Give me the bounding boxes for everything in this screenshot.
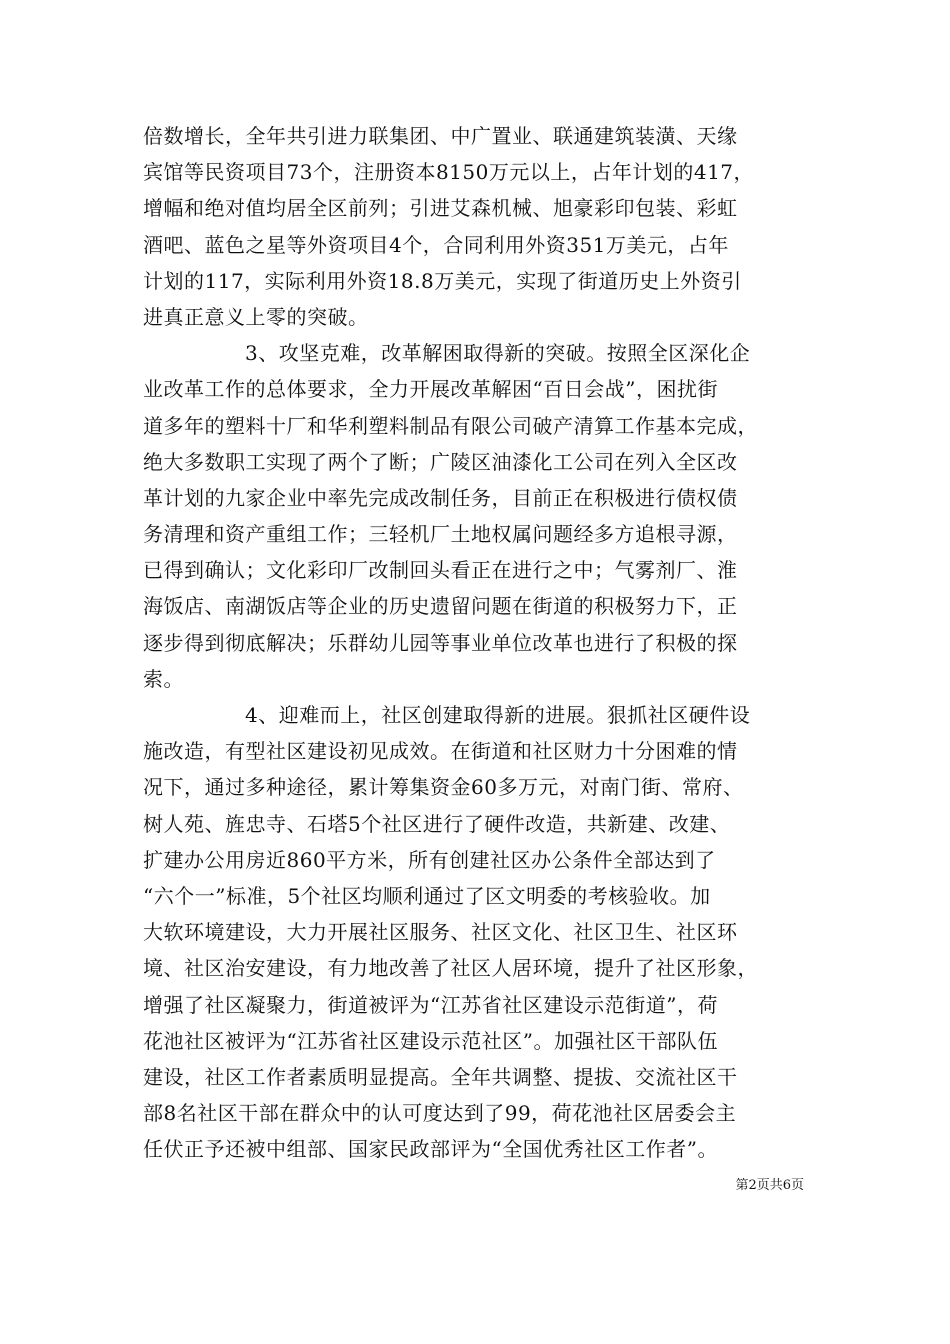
text-line: 倍数增长，全年共引进力联集团、中广置业、联通建筑装潢、天缘 bbox=[143, 124, 738, 148]
document-body bbox=[143, 118, 819, 1167]
text-line: 部8名社区干部在群众中的认可度达到了99，荷花池社区居委会主 bbox=[143, 1101, 737, 1126]
text-line: 任伏正予还被中组部、国家民政部评为“全国优秀社区工作者”。 bbox=[143, 1137, 718, 1162]
text-line: 宾馆等民资项目73个，注册资本8150万元以上，占年计划的417， bbox=[143, 160, 755, 185]
text-line: 海饭店、南湖饭店等企业的历史遗留问题在街道的积极努力下，正 bbox=[143, 594, 738, 619]
text-line: 花池社区被评为“江苏省社区建设示范社区”。加强社区干部队伍 bbox=[143, 1028, 718, 1053]
text-line: 革计划的九家企业中率先完成改制任务，目前正在积极进行债权债 bbox=[143, 485, 738, 510]
text-line: 况下，通过多种途径，累计筹集资金60多万元，对南门街、常府、 bbox=[143, 775, 744, 800]
text-line: 绝大多数职工实现了两个了断；广陵区油漆化工公司在列入全区改 bbox=[143, 449, 738, 474]
text-line: 增幅和绝对值均居全区前列；引进艾森机械、旭豪彩印包装、彩虹 bbox=[143, 196, 738, 221]
text-line: 树人苑、旌忠寺、石塔5个社区进行了硬件改造，共新建、改建、 bbox=[143, 811, 731, 836]
text-line: 进真正意义上零的突破。 bbox=[143, 304, 369, 329]
text-line: 业改革工作的总体要求，全力开展改革解困“百日会战”，困扰街 bbox=[143, 377, 718, 402]
text-line: 增强了社区凝聚力，街道被评为“江苏省社区建设示范街道”，荷 bbox=[143, 992, 718, 1017]
page-number-footer: 第2页共6页 bbox=[735, 1178, 804, 1193]
section-3-heading-line: 3、攻坚克难，改革解困取得新的突破。按照全区深化企 bbox=[245, 341, 751, 366]
text-line: 酒吧、蓝色之星等外资项目4个，合同利用外资351万美元，占年 bbox=[143, 232, 729, 257]
text-line: “六个一”标准，5个社区均顺利通过了区文明委的考核验收。加 bbox=[143, 883, 711, 908]
text-line: 施改造，有型社区建设初见成效。在街道和社区财力十分困难的情 bbox=[143, 739, 738, 764]
text-line: 建设，社区工作者素质明显提高。全年共调整、提拔、交流社区干 bbox=[143, 1064, 738, 1089]
section-4-heading-line: 4、迎难而上，社区创建取得新的进展。狠抓社区硬件设 bbox=[245, 703, 751, 727]
text-line: 索。 bbox=[143, 666, 184, 691]
text-line: 境、社区治安建设，有力地改善了社区人居环境，提升了社区形象， bbox=[143, 956, 758, 981]
text-line: 计划的117，实际利用外资18.8万美元，实现了街道历史上外资引 bbox=[143, 268, 742, 293]
text-line: 逐步得到彻底解决；乐群幼儿园等事业单位改革也进行了积极的探 bbox=[143, 630, 738, 655]
text-line: 扩建办公用房近860平方米，所有创建社区办公条件全部达到了 bbox=[143, 847, 716, 872]
text-line: 大软环境建设，大力开展社区服务、社区文化、社区卫生、社区环 bbox=[143, 920, 738, 945]
text-line: 道多年的塑料十厂和华利塑料制品有限公司破产清算工作基本完成， bbox=[143, 413, 758, 438]
text-line: 务清理和资产重组工作；三轻机厂土地权属问题经多方追根寻源， bbox=[143, 522, 738, 547]
text-line: 已得到确认；文化彩印厂改制回头看正在进行之中；气雾剂厂、淮 bbox=[143, 558, 738, 583]
